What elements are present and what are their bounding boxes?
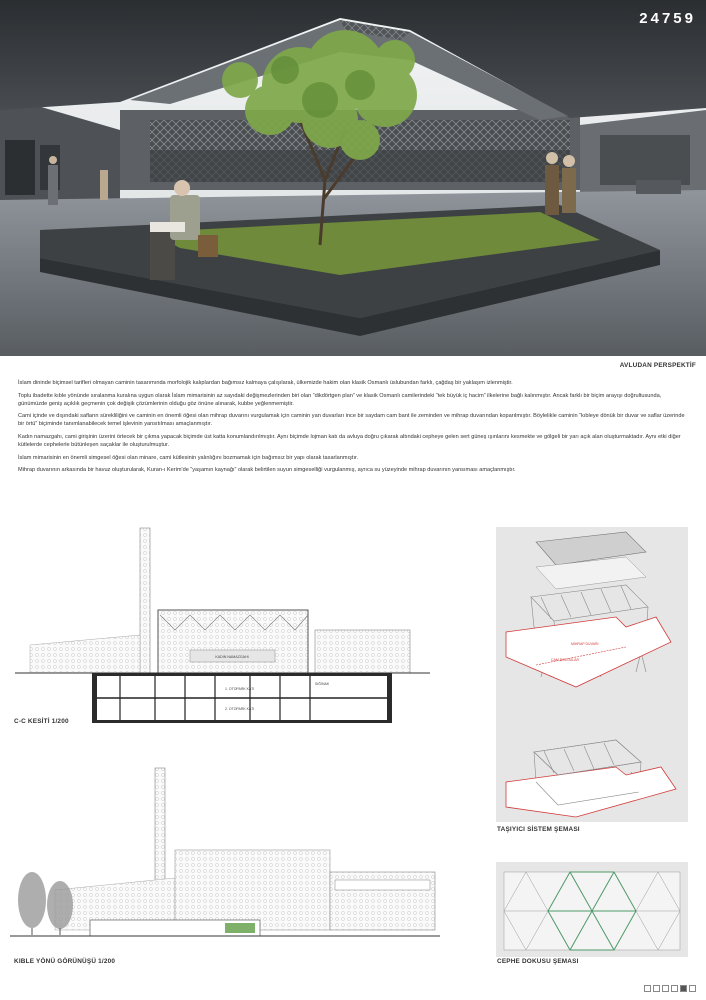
section-drawing — [10, 520, 440, 730]
label-shelter: SIĞINAK — [315, 682, 330, 686]
page-square — [689, 985, 696, 992]
paragraph: Mihrap duvarının arkasında bir havuz oluşturularak, Kuran-ı Kerim'de “yaşamın kaynağı” olarak belirtilen suyun simgeselliği vurgulanmış, ayrıca su yüzeyinde mihrap duvarının yansıması amaçlanmıştır. — [18, 467, 516, 474]
page-square — [653, 985, 660, 992]
hero-caption: AVLUDAN PERSPEKTİF — [619, 362, 696, 369]
page-square-active — [680, 985, 687, 992]
project-number: 24759 — [639, 10, 696, 27]
paragraph: İslam dininde biçimsel tarifleri olmayan caminin tasarımında morfolojik kalıplardan bağımsız kalmaya çalışılarak, ülkemizde hakim olan klasik Osmanlı üslubundan farklı, çağdaş bir yaklaşım izlenmiştir. — [18, 380, 513, 386]
label-mihrap: MİHRAP DUVARI — [571, 642, 599, 646]
page-square — [662, 985, 669, 992]
facade-caption: CEPHE DOKUSU ŞEMASI — [497, 958, 579, 965]
elevation-drawing — [10, 760, 440, 960]
structural-system-diagram — [496, 527, 688, 822]
label-women: KADIN NAMAZGAHI — [215, 655, 249, 659]
label-parking-2: 2. OTOPARK KATI — [225, 707, 255, 711]
label-glass: CAM DOLGULAR — [551, 658, 580, 662]
structure-caption: TAŞIYICI SİSTEM ŞEMASI — [497, 826, 580, 833]
paragraph: Kadın namazgahı, cami girişinin üzerini örtecek bir çıkma yapacak biçimde üst katta konumlandırılmıştır. Aynı biçimde lojman katı da avluya doğru çıkarak altındaki cepheye gelen sert güneş ışınlarını kesmekte ve gölgeli bir yarı açık alan oluşturmaktadır. Aynı etki diğer kütlelerde cephelerle bütünleşen saçaklar ile oluşturulmuştur. — [18, 433, 681, 448]
facade-pattern-diagram — [496, 862, 688, 957]
hero-perspective-render — [0, 0, 706, 356]
page-indicator — [644, 985, 696, 992]
description-text — [18, 380, 688, 480]
section-caption: C-C KESİTİ 1/200 — [14, 718, 69, 725]
paragraph: Cami içinde ve dışındaki safların sürekliliğini ve caminin en önemli öğesi olan mihrap duvarını vurgulamak için caminin yan duvarları ince bir saydam cam bant ile zeminden ve mihrap duvarından koparılmıştır. Böylelikle caminin “kıbleye dönük bir duvar ve saflar üzerinde bir örtü” biçiminde tanımlanabilecek temel işlevinin yansıtılması amaçlanmıştır. — [18, 413, 685, 428]
page-square — [671, 985, 678, 992]
elevation-caption: KIBLE YÖNÜ GÖRÜNÜŞÜ 1/200 — [14, 958, 116, 965]
label-parking-1: 1. OTOPARK KATI — [225, 687, 255, 691]
paragraph: İslam mimarisinin en önemli simgesel öğesi olan minare, cami kütlesinin yalınlığını bozmamak için bağımsız bir yapı olarak tasarlanmıştır. — [18, 454, 359, 461]
page-square — [644, 985, 651, 992]
paragraph: Toplu ibadette kıble yönünde sıralanma kuralına uygun olarak İslam mimarisinin az sayıdaki değişmezlerinden biri olan “dikdörtgen plan” ve klasik Osmanlı camilerindeki “tek büyük iç hacim” ilkelerine bağlı kalınmıştır. Ancak farklı bir biçim arayışı doğrultusunda, günümüzde geniş açıklık geçmenin çok değişik çözümlerinin olduğu göz önüne alınarak, kubbe yeğlenmemiştir. — [18, 392, 662, 407]
courtyard-perspective-image — [0, 0, 706, 356]
